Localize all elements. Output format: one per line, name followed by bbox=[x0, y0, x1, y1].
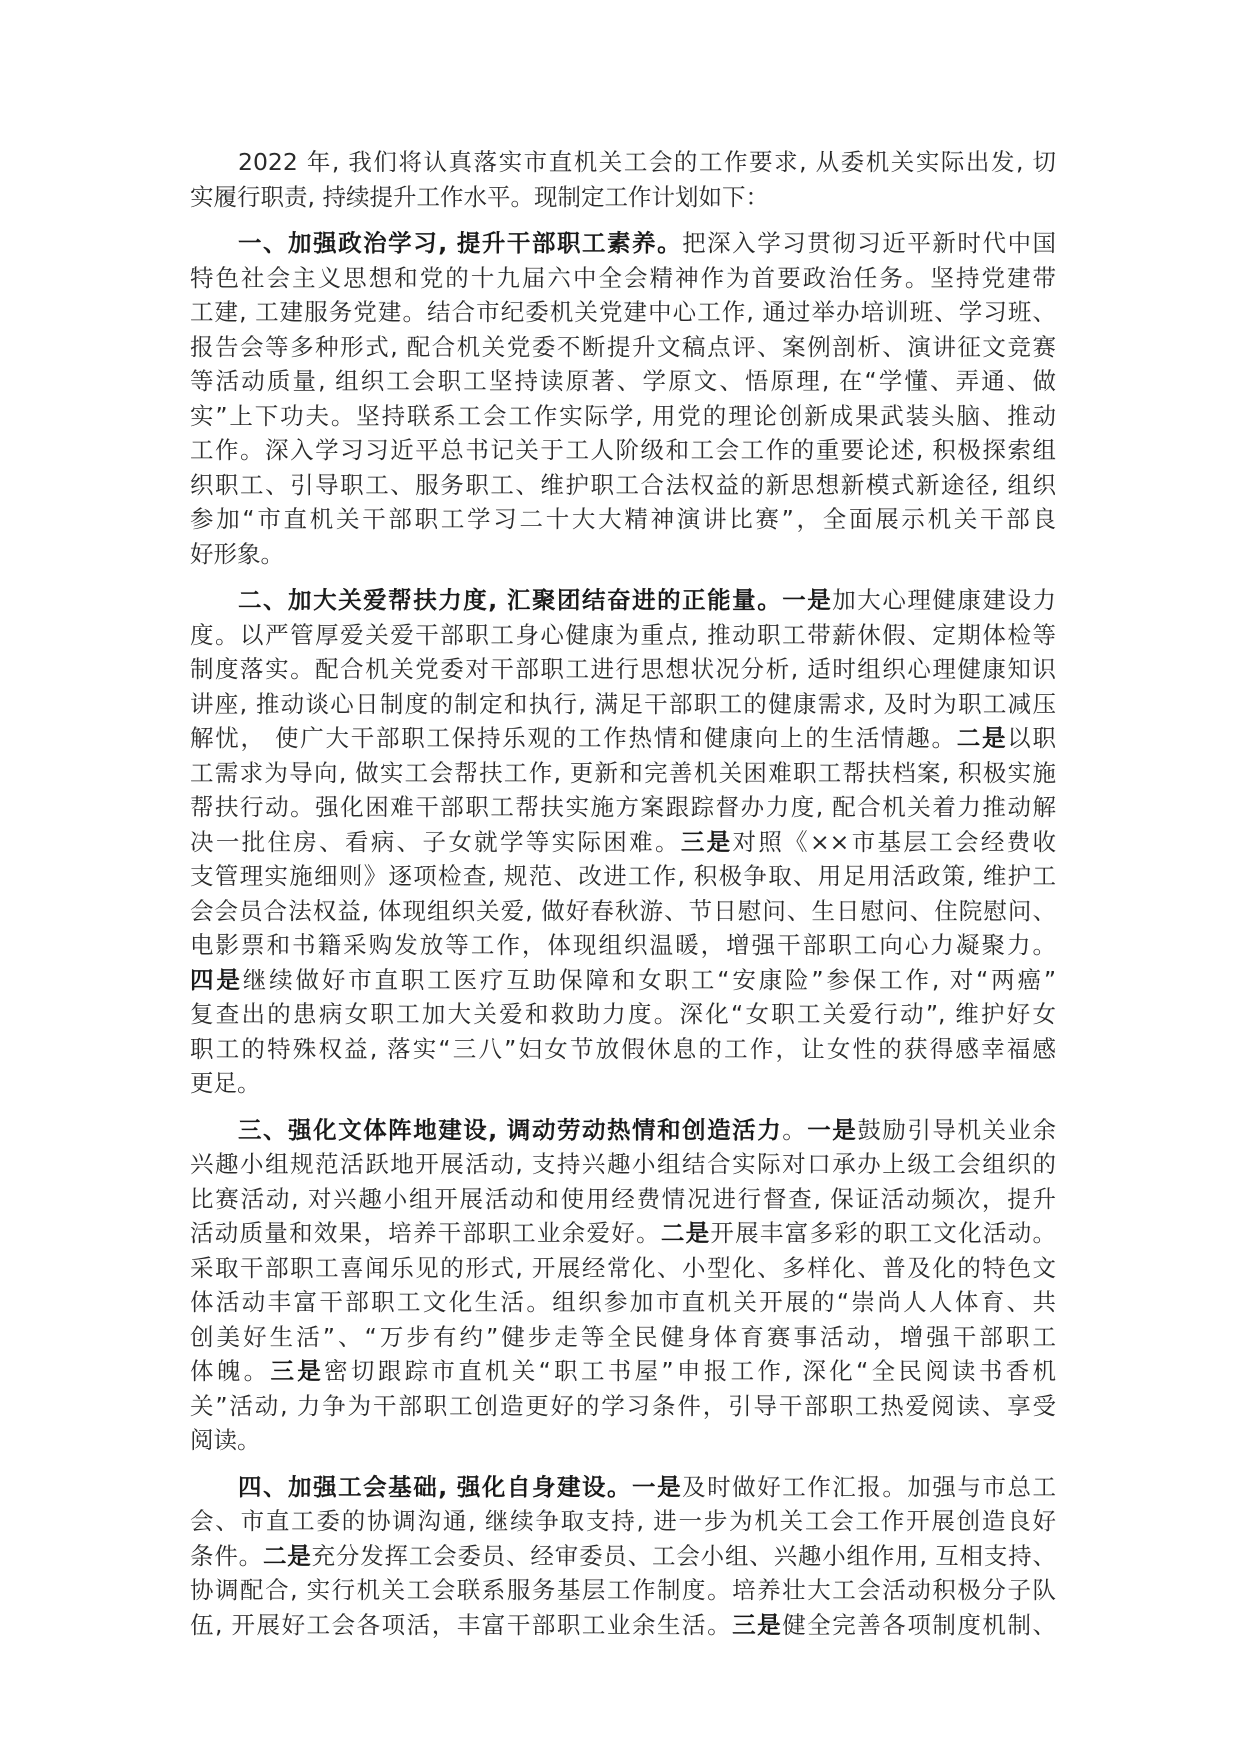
body-text: 2022 年, 我们将认真落实市直机关工会的工作要求, 从委机关实际出发, 切 bbox=[238, 148, 1056, 176]
text-line bbox=[190, 583, 1056, 618]
bold-heading-text: 三、强化文体阵地建设, 调动劳动热情和创造活力 bbox=[238, 1115, 783, 1144]
text-line bbox=[190, 399, 1056, 434]
document-body bbox=[190, 145, 1056, 1654]
body-text: 好形象。 bbox=[190, 539, 284, 568]
body-text: 继续做好市直职工医疗互助保障和女职工“安康险”参保工作, 对“两癌” bbox=[242, 965, 1057, 994]
text-line bbox=[190, 364, 1056, 399]
text-line bbox=[190, 1182, 1056, 1217]
text-line bbox=[190, 618, 1056, 653]
text-line bbox=[190, 1470, 1056, 1505]
body-text: 。 bbox=[782, 1115, 808, 1144]
body-text: 支管理实施细则》逐项检查, 规范、改进工作, 积极争取、用足用活政策, 维护工 bbox=[190, 862, 1056, 890]
text-line bbox=[190, 1504, 1056, 1539]
bold-heading-text: 三是 bbox=[680, 827, 733, 856]
bold-heading-text: 二是 bbox=[660, 1219, 711, 1247]
bold-heading-text: 二是 bbox=[956, 724, 1008, 752]
body-text: 充分发挥工会委员、经审委员、工会小组、兴趣小组作用, 互相支持、 bbox=[311, 1541, 1057, 1570]
bold-heading-text: 三是 bbox=[270, 1357, 325, 1385]
paragraph bbox=[190, 583, 1056, 1101]
text-line bbox=[190, 1539, 1056, 1574]
body-text: 兴趣小组规范活跃地开展活动, 支持兴趣小组结合实际对口承办上级工会组织的 bbox=[190, 1150, 1056, 1178]
body-text: 实”上下功夫。坚持联系工会工作实际学, 用党的理论创新成果武装头脑、推动 bbox=[190, 401, 1056, 430]
body-text: 密切跟踪市直机关“职工书屋”申报工作, 深化“全民阅读书香机 bbox=[324, 1357, 1057, 1385]
text-line bbox=[190, 963, 1056, 998]
body-text: 创美好生活”、“万步有约”健步走等全民健身体育赛事活动，增强干部职工 bbox=[190, 1322, 1056, 1351]
text-line bbox=[190, 825, 1056, 860]
paragraph bbox=[190, 145, 1056, 214]
body-text: 工作。深入学习习近平总书记关于工人阶级和工会工作的重要论述, 积极探索组 bbox=[190, 436, 1056, 464]
text-line bbox=[190, 1389, 1056, 1424]
body-text: 织职工、引导职工、服务职工、维护职工合法权益的新思想新模式新途径, 组织 bbox=[190, 470, 1056, 499]
body-text: 帮扶行动。强化困难干部职工帮扶实施方案跟踪督办力度, 配合机关着力推动解 bbox=[190, 793, 1056, 821]
text-line bbox=[190, 468, 1056, 503]
body-text: 特色社会主义思想和党的十九届六中全会精神作为首要政治任务。坚持党建带 bbox=[190, 263, 1056, 292]
text-line bbox=[190, 226, 1056, 261]
body-text: 会会员合法权益, 体现组织关爱, 做好春秋游、节日慰问、生日慰问、住院慰问、 bbox=[190, 896, 1056, 925]
bold-heading-text: 四是 bbox=[190, 965, 243, 994]
body-text: 职工的特殊权益, 落实“三八”妇女节放假休息的工作，让女性的获得感幸福感 bbox=[190, 1034, 1056, 1063]
body-text: 工建, 工建服务党建。结合市纪委机关党建中心工作, 通过举办培训班、学习班、 bbox=[190, 298, 1056, 326]
body-text: 实履行职责, 持续提升工作水平。现制定工作计划如下： bbox=[190, 182, 769, 211]
text-line bbox=[190, 1354, 1056, 1389]
body-text: 讲座, 推动谈心日制度的制定和执行, 满足干部职工的健康需求, 及时为职工减压 bbox=[190, 689, 1056, 718]
text-line bbox=[190, 1423, 1056, 1458]
body-text: 协调配合, 实行机关工会联系服务基层工作制度。培养壮大工会活动积极分子队 bbox=[190, 1576, 1056, 1604]
paragraph bbox=[190, 226, 1056, 571]
text-line bbox=[190, 928, 1056, 963]
bold-heading-text: 四、加强工会基础, 强化自身建设。一是 bbox=[238, 1472, 683, 1501]
body-text: 制度落实。配合机关党委对干部职工进行思想状况分析, 适时组织心理健康知识 bbox=[190, 655, 1056, 683]
body-text: 采取干部职工喜闻乐见的形式, 开展经常化、小型化、多样化、普及化的特色文 bbox=[190, 1253, 1056, 1282]
body-text: 加大心理健康建设力 bbox=[832, 586, 1057, 614]
body-text: 会、市直工委的协调沟通, 继续争取支持, 进一步为机关工会工作开展创造良好 bbox=[190, 1507, 1056, 1535]
body-text: 健全完善各项制度机制、 bbox=[782, 1610, 1056, 1639]
text-line bbox=[190, 1573, 1056, 1608]
body-text: 阅读。 bbox=[190, 1426, 261, 1454]
body-text: 更足。 bbox=[190, 1069, 261, 1097]
text-line bbox=[190, 1066, 1056, 1101]
body-text: 报告会等多种形式, 配合机关党委不断提升文稿点评、案例剖析、演讲征文竞赛 bbox=[190, 332, 1056, 361]
text-line bbox=[190, 756, 1056, 791]
body-text: 比赛活动, 对兴趣小组开展活动和使用经费情况进行督查, 保证活动频次，提升 bbox=[190, 1184, 1056, 1213]
text-line bbox=[190, 1147, 1056, 1182]
text-line bbox=[190, 894, 1056, 929]
bold-heading-text: 三是 bbox=[732, 1610, 783, 1639]
body-text: 及时做好工作汇报。加强与市总工 bbox=[682, 1472, 1056, 1501]
body-text: 复查出的患病女职工加大关爱和救助力度。深化“女职工关爱行动”, 维护好女 bbox=[190, 1000, 1056, 1028]
text-line bbox=[190, 790, 1056, 825]
text-line bbox=[190, 997, 1056, 1032]
text-line bbox=[190, 537, 1056, 572]
text-line bbox=[190, 145, 1056, 180]
text-line bbox=[190, 1285, 1056, 1320]
body-text: 伍, 开展好工会各项活，丰富干部职工业余生活。 bbox=[190, 1610, 733, 1639]
body-text: 决一批住房、看病、子女就学等实际困难。 bbox=[190, 827, 681, 856]
body-text: 参加“市直机关干部职工学习二十大大精神演讲比赛”，全面展示机关干部良 bbox=[190, 505, 1056, 533]
text-line bbox=[190, 721, 1056, 756]
body-text: 度。以严管厚爱关爱干部职工身心健康为重点, 推动职工带薪休假、定期体检等 bbox=[190, 620, 1056, 649]
bold-heading-text: 一是 bbox=[807, 1115, 858, 1144]
body-text: 工需求为导向, 做实工会帮扶工作, 更新和完善机关困难职工帮扶档案, 积极实施 bbox=[190, 758, 1056, 787]
body-text: 活动质量和效果，培养干部职工业余爱好。 bbox=[190, 1219, 661, 1247]
body-text: 鼓励引导机关业余 bbox=[857, 1115, 1057, 1144]
body-text: 对照《××市基层工会经费收 bbox=[732, 827, 1057, 856]
body-text: 体活动丰富干部职工文化生活。组织参加市直机关开展的“崇尚人人体育、共 bbox=[190, 1288, 1056, 1316]
bold-heading-text: 二是 bbox=[262, 1541, 312, 1570]
body-text: 条件。 bbox=[190, 1541, 263, 1570]
body-text: 电影票和书籍采购发放等工作，体现组织温暖，增强干部职工向心力凝聚力。 bbox=[190, 931, 1056, 959]
text-line bbox=[190, 687, 1056, 722]
body-text: 解忧， 使广大干部职工保持乐观的工作热情和健康向上的生活情趣。 bbox=[190, 724, 957, 752]
body-text: 把深入学习贯彻习近平新时代中国 bbox=[682, 229, 1056, 257]
body-text: 等活动质量, 组织工会职工坚持读原著、学原文、悟原理, 在“学懂、弄通、做 bbox=[190, 367, 1056, 395]
text-line bbox=[190, 295, 1056, 330]
text-line bbox=[190, 180, 1056, 215]
body-text: 体魄。 bbox=[190, 1357, 271, 1385]
text-line bbox=[190, 1113, 1056, 1148]
body-text: 关”活动, 力争为干部职工创造更好的学习条件，引导干部职工热爱阅读、享受 bbox=[190, 1391, 1056, 1420]
text-line bbox=[190, 1216, 1056, 1251]
text-line bbox=[190, 1320, 1056, 1355]
body-text: 以职 bbox=[1007, 724, 1057, 752]
text-line bbox=[190, 1251, 1056, 1286]
paragraph bbox=[190, 1113, 1056, 1458]
text-line bbox=[190, 433, 1056, 468]
paragraph bbox=[190, 1470, 1056, 1643]
text-line bbox=[190, 502, 1056, 537]
bold-heading-text: 二、加大关爱帮扶力度, 汇聚团结奋进的正能量。一是 bbox=[238, 586, 833, 614]
body-text: 开展丰富多彩的职工文化活动。 bbox=[710, 1219, 1057, 1247]
text-line bbox=[190, 652, 1056, 687]
text-line bbox=[190, 330, 1056, 365]
text-line bbox=[190, 1032, 1056, 1067]
text-line bbox=[190, 1608, 1056, 1643]
text-line bbox=[190, 261, 1056, 296]
text-line bbox=[190, 859, 1056, 894]
bold-heading-text: 一、加强政治学习, 提升干部职工素养。 bbox=[238, 229, 683, 257]
